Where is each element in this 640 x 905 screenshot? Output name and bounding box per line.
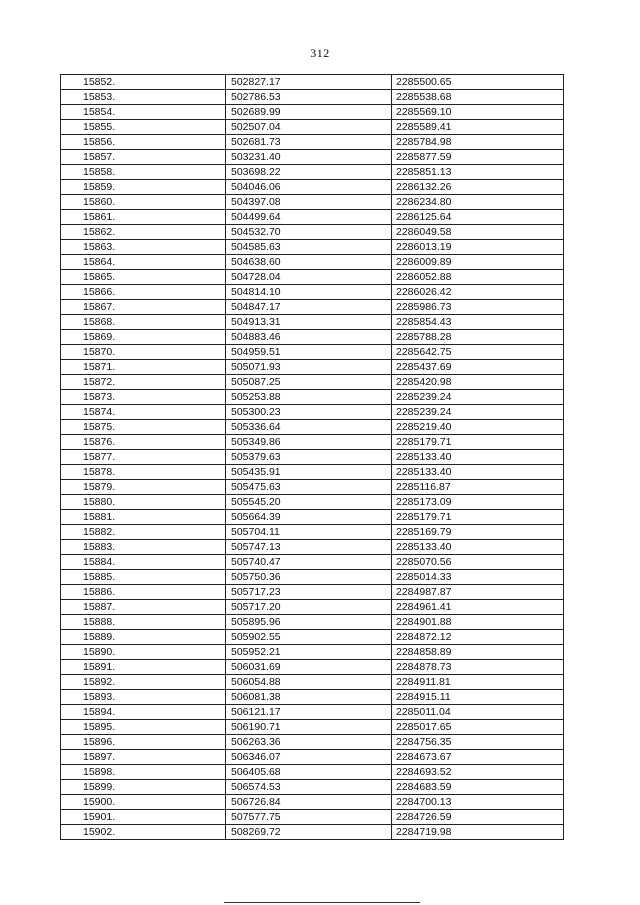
northing-cell: 2284693.52 [392,765,564,780]
serial-number-cell: 15852. [61,75,226,90]
table-row [61,435,564,450]
serial-number-cell: 15887. [61,600,226,615]
easting-cell: 505664.39 [226,510,392,525]
northing-cell: 2285219.40 [392,420,564,435]
serial-number-cell: 15856. [61,135,226,150]
serial-number-cell: 15865. [61,270,226,285]
northing-cell: 2285239.24 [392,390,564,405]
northing-cell: 2285173.09 [392,495,564,510]
northing-cell: 2284961.41 [392,600,564,615]
northing-cell: 2285437.69 [392,360,564,375]
serial-number-cell: 15862. [61,225,226,240]
northing-cell: 2285420.98 [392,375,564,390]
serial-number-cell: 15876. [61,435,226,450]
serial-number-cell: 15893. [61,690,226,705]
table-row [61,735,564,750]
easting-cell: 505895.96 [226,615,392,630]
table-row [61,165,564,180]
table-row [61,750,564,765]
easting-cell: 505740.47 [226,555,392,570]
serial-number-cell: 15853. [61,90,226,105]
northing-cell: 2285854.43 [392,315,564,330]
northing-cell: 2285179.71 [392,435,564,450]
northing-cell: 2284673.67 [392,750,564,765]
table-row [61,375,564,390]
table-row [61,180,564,195]
easting-cell: 505952.21 [226,645,392,660]
table-row [61,150,564,165]
northing-cell: 2285500.65 [392,75,564,90]
table-row [61,600,564,615]
easting-cell: 503231.40 [226,150,392,165]
table-row [61,705,564,720]
easting-cell: 504499.64 [226,210,392,225]
serial-number-cell: 15898. [61,765,226,780]
serial-number-cell: 15869. [61,330,226,345]
serial-number-cell: 15881. [61,510,226,525]
northing-cell: 2285784.98 [392,135,564,150]
serial-number-cell: 15892. [61,675,226,690]
easting-cell: 505747.13 [226,540,392,555]
northing-cell: 2285589.41 [392,120,564,135]
easting-cell: 503698.22 [226,165,392,180]
northing-cell: 2285017.65 [392,720,564,735]
easting-cell: 506405.68 [226,765,392,780]
easting-cell: 506346.07 [226,750,392,765]
northing-cell: 2286132.26 [392,180,564,195]
serial-number-cell: 15890. [61,645,226,660]
northing-cell: 2284756.35 [392,735,564,750]
table-row [61,630,564,645]
easting-cell: 502786.53 [226,90,392,105]
table-row [61,345,564,360]
easting-cell: 507577.75 [226,810,392,825]
northing-cell: 2284700.13 [392,795,564,810]
easting-cell: 506031.69 [226,660,392,675]
table-row [61,330,564,345]
northing-cell: 2285116.87 [392,480,564,495]
table-row [61,645,564,660]
table-row [61,120,564,135]
northing-cell: 2285014.33 [392,570,564,585]
easting-cell: 508269.72 [226,825,392,840]
easting-cell: 505379.63 [226,450,392,465]
table-row [61,765,564,780]
table-row [61,210,564,225]
table-row [61,675,564,690]
serial-number-cell: 15868. [61,315,226,330]
easting-cell: 505300.23 [226,405,392,420]
easting-cell: 506574.53 [226,780,392,795]
easting-cell: 504814.10 [226,285,392,300]
easting-cell: 506121.17 [226,705,392,720]
table-row [61,585,564,600]
serial-number-cell: 15875. [61,420,226,435]
northing-cell: 2285239.24 [392,405,564,420]
easting-cell: 506726.84 [226,795,392,810]
table-row [61,405,564,420]
table-row [61,255,564,270]
table-row [61,75,564,90]
serial-number-cell: 15883. [61,540,226,555]
serial-number-cell: 15866. [61,285,226,300]
serial-number-cell: 15874. [61,405,226,420]
easting-cell: 505545.20 [226,495,392,510]
easting-cell: 502507.04 [226,120,392,135]
easting-cell: 504728.04 [226,270,392,285]
table-row [61,135,564,150]
northing-cell: 2285133.40 [392,465,564,480]
table-row [61,525,564,540]
northing-cell: 2285986.73 [392,300,564,315]
northing-cell: 2284915.11 [392,690,564,705]
serial-number-cell: 15897. [61,750,226,765]
easting-cell: 505902.55 [226,630,392,645]
serial-number-cell: 15860. [61,195,226,210]
serial-number-cell: 15901. [61,810,226,825]
northing-cell: 2285011.04 [392,705,564,720]
serial-number-cell: 15854. [61,105,226,120]
serial-number-cell: 15872. [61,375,226,390]
easting-cell: 504397.08 [226,195,392,210]
northing-cell: 2285569.10 [392,105,564,120]
table-row [61,615,564,630]
northing-cell: 2284911.81 [392,675,564,690]
northing-cell: 2286125.64 [392,210,564,225]
serial-number-cell: 15879. [61,480,226,495]
easting-cell: 506263.36 [226,735,392,750]
easting-cell: 506190.71 [226,720,392,735]
serial-number-cell: 15902. [61,825,226,840]
table-row [61,450,564,465]
table-row [61,480,564,495]
northing-cell: 2284901.88 [392,615,564,630]
northing-cell: 2285133.40 [392,540,564,555]
northing-cell: 2285788.28 [392,330,564,345]
serial-number-cell: 15885. [61,570,226,585]
northing-cell: 2284858.89 [392,645,564,660]
easting-cell: 502689.99 [226,105,392,120]
easting-cell: 505336.64 [226,420,392,435]
footer-rule [224,902,420,903]
table-row [61,225,564,240]
table-row [61,195,564,210]
northing-cell: 2284726.59 [392,810,564,825]
serial-number-cell: 15858. [61,165,226,180]
serial-number-cell: 15880. [61,495,226,510]
serial-number-cell: 15867. [61,300,226,315]
serial-number-cell: 15891. [61,660,226,675]
table-row [61,495,564,510]
serial-number-cell: 15870. [61,345,226,360]
northing-cell: 2284878.73 [392,660,564,675]
table-row [61,240,564,255]
serial-number-cell: 15857. [61,150,226,165]
easting-cell: 506081.38 [226,690,392,705]
northing-cell: 2286234.80 [392,195,564,210]
serial-number-cell: 15873. [61,390,226,405]
table-row [61,360,564,375]
serial-number-cell: 15864. [61,255,226,270]
easting-cell: 504532.70 [226,225,392,240]
easting-cell: 505435.91 [226,465,392,480]
table-row [61,90,564,105]
serial-number-cell: 15886. [61,585,226,600]
northing-cell: 2286026.42 [392,285,564,300]
serial-number-cell: 15871. [61,360,226,375]
northing-cell: 2284872.12 [392,630,564,645]
serial-number-cell: 15896. [61,735,226,750]
northing-cell: 2285179.71 [392,510,564,525]
easting-cell: 505717.20 [226,600,392,615]
easting-cell: 504959.51 [226,345,392,360]
northing-cell: 2286049.58 [392,225,564,240]
serial-number-cell: 15895. [61,720,226,735]
easting-cell: 505087.25 [226,375,392,390]
serial-number-cell: 15894. [61,705,226,720]
serial-number-cell: 15899. [61,780,226,795]
table-row [61,810,564,825]
easting-cell: 506054.88 [226,675,392,690]
table-row [61,390,564,405]
serial-number-cell: 15884. [61,555,226,570]
northing-cell: 2285642.75 [392,345,564,360]
easting-cell: 505717.23 [226,585,392,600]
northing-cell: 2285538.68 [392,90,564,105]
table-row [61,690,564,705]
northing-cell: 2284719.98 [392,825,564,840]
table-row [61,465,564,480]
easting-cell: 504046.06 [226,180,392,195]
table-row [61,780,564,795]
easting-cell: 505750.36 [226,570,392,585]
easting-cell: 505253.88 [226,390,392,405]
easting-cell: 504883.46 [226,330,392,345]
serial-number-cell: 15863. [61,240,226,255]
serial-number-cell: 15888. [61,615,226,630]
table-row [61,420,564,435]
easting-cell: 505349.86 [226,435,392,450]
easting-cell: 505475.63 [226,480,392,495]
table-row [61,825,564,840]
serial-number-cell: 15877. [61,450,226,465]
table-row [61,720,564,735]
serial-number-cell: 15855. [61,120,226,135]
serial-number-cell: 15889. [61,630,226,645]
easting-cell: 502827.17 [226,75,392,90]
northing-cell: 2285877.59 [392,150,564,165]
northing-cell: 2285070.56 [392,555,564,570]
table-row [61,285,564,300]
northing-cell: 2284987.87 [392,585,564,600]
page-number: 312 [310,46,330,60]
table-row [61,510,564,525]
easting-cell: 504585.63 [226,240,392,255]
serial-number-cell: 15878. [61,465,226,480]
serial-number-cell: 15859. [61,180,226,195]
coordinates-table [60,74,564,840]
table-row [61,660,564,675]
northing-cell: 2285169.79 [392,525,564,540]
easting-cell: 504913.31 [226,315,392,330]
coordinates-table-body [61,75,564,840]
table-row [61,795,564,810]
serial-number-cell: 15882. [61,525,226,540]
table-row [61,540,564,555]
easting-cell: 502681.73 [226,135,392,150]
table-row [61,315,564,330]
table-row [61,300,564,315]
easting-cell: 504847.17 [226,300,392,315]
northing-cell: 2284683.59 [392,780,564,795]
table-row [61,555,564,570]
table-row [61,105,564,120]
table-row [61,570,564,585]
easting-cell: 505704.11 [226,525,392,540]
northing-cell: 2285133.40 [392,450,564,465]
table-row [61,270,564,285]
serial-number-cell: 15861. [61,210,226,225]
easting-cell: 504638.60 [226,255,392,270]
northing-cell: 2286009.89 [392,255,564,270]
northing-cell: 2286013.19 [392,240,564,255]
easting-cell: 505071.93 [226,360,392,375]
serial-number-cell: 15900. [61,795,226,810]
northing-cell: 2286052.88 [392,270,564,285]
northing-cell: 2285851.13 [392,165,564,180]
